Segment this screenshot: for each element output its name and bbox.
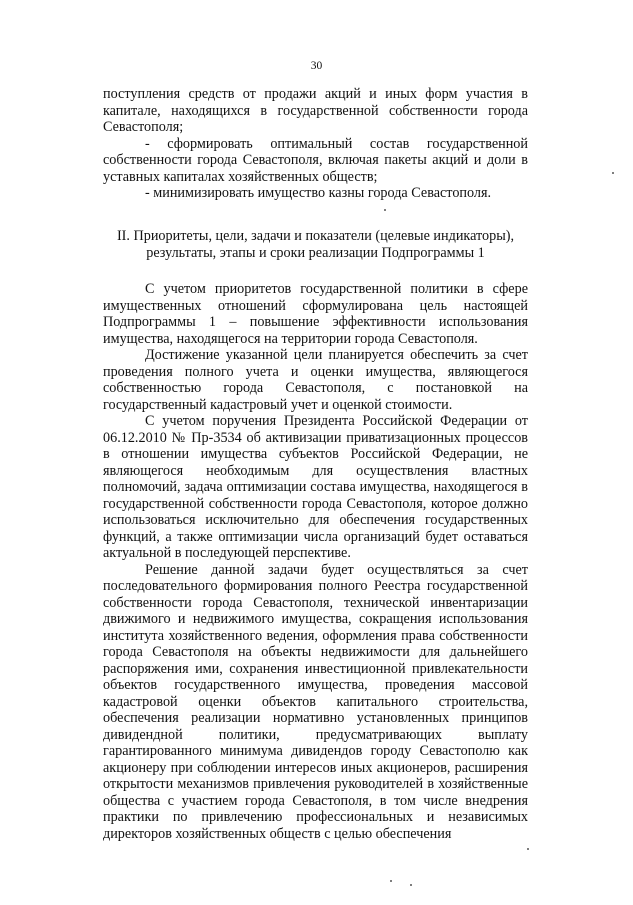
list-item: - минимизировать имущество казны города Севастополя. <box>145 185 492 201</box>
section-heading-line: результаты, этапы и сроки реализации Подпрограммы 1 <box>146 244 485 261</box>
section-body <box>103 281 528 842</box>
scan-speck <box>384 209 386 211</box>
scan-speck <box>612 172 614 174</box>
paragraph: поступления средств от продажи акций и иных форм участия в капитале, находящихся в государственной собственности города Севастополя; <box>103 86 528 135</box>
scan-speck <box>390 880 392 882</box>
section-heading-line: II. Приоритеты, цели, задачи и показатели (целевые индикаторы), <box>116 228 515 244</box>
section-heading <box>103 228 528 261</box>
paragraph: Решение данной задачи будет осуществляться за счет последовательного формирования полного Реестра государственной собственности города Севастополя, технической инвентаризации движимого и недвижимого имущества, сокращения использования института хозяйственного ведения, оформления права собственности города Севастополя на объекты недвижимости для дальнейшего распоряжения ими, сохранения инвестиционной привлекательности объектов государственного имущества, проведения массовой кадастровой оценки объектов капитального строительства, обеспечения реализации нормативно установленных принципов дивидендной политики, предусматривающих выплату гарантированного минимума дивидендов городу Севастополю как акционеру при соблюдении интересов иных акционеров, расширения открытости механизмов привлечения руководителей в хозяйственные общества с участием города Севастополя, в том числе внедрения практики по привлечению профессиональных и независимых директоров хозяйственных обществ с целью обеспечения <box>103 561 528 842</box>
intro-block <box>103 86 528 202</box>
page-number: 30 <box>310 60 323 72</box>
paragraph: Достижение указанной цели планируется обеспечить за счет проведения полного учета и оценки имущества, являющегося собственностью города Севастополя, с постановкой на государственный кадастровый учет и оценкой стоимости. <box>103 347 528 413</box>
paragraph: С учетом приоритетов государственной политики в сфере имущественных отношений сформулирована цель настоящей Подпрограммы 1 – повышение эффективности использования имущества, находящегося на территории города Севастополя. <box>103 281 528 347</box>
list-item: - сформировать оптимальный состав государственной собственности города Севастополя, включая пакеты акций и доли в уставных капиталах хозяйственных обществ; <box>103 135 528 185</box>
scan-speck <box>527 848 529 850</box>
scan-speck <box>410 884 412 886</box>
paragraph: С учетом поручения Президента Российской Федерации от 06.12.2010 № Пр-3534 об активизации приватизационных процессов в отношении имущества субъектов Российской Федерации, не являющегося необходимым для осуществления властных полномочий, задача оптимизации состава имущества, находящегося в государственной собственности города Севастополя, которое должно использоваться исключительно для обеспечения государственных функций, а также оптимизации числа организаций будет оставаться актуальной в последующей перспективе. <box>103 413 528 561</box>
